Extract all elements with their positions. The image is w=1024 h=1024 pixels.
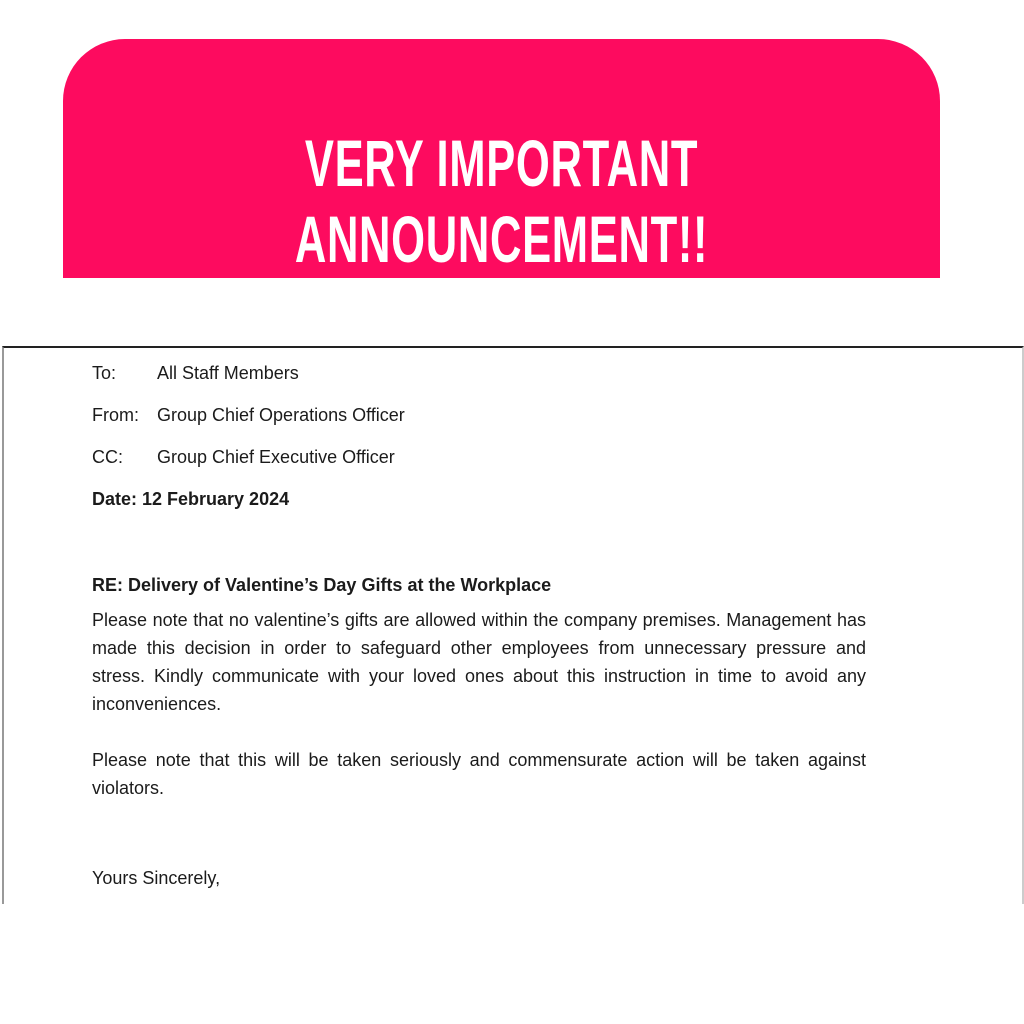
memo-subject: RE: Delivery of Valentine’s Day Gifts at the Workplace [92, 575, 552, 595]
memo-document [2, 346, 1024, 904]
banner-title [63, 125, 940, 277]
from-value: Group Chief Operations Officer [157, 405, 405, 425]
to-value: All Staff Members [157, 363, 299, 383]
memo-cc-row [92, 444, 866, 486]
memo-paragraph-1: Please note that no valentine’s gifts are allowed within the company premises. Management has made this decision in order to safeguard other employees from unnecessary pressure and stress. Kindly communicate with your loved ones about this instruction in time to avoid any inconveniences. [92, 610, 866, 714]
memo-paragraph-2: Please note that this will be taken seriously and commensurate action will be taken against violators. [92, 750, 866, 798]
banner-title-line-1: VERY IMPORTANT [304, 126, 699, 200]
to-label: To: [92, 363, 117, 383]
memo-from-row [92, 402, 866, 444]
memo-closing: Yours Sincerely, [92, 868, 221, 888]
memo-to-row [92, 360, 866, 402]
announcement-banner [63, 39, 940, 278]
cc-label: CC: [92, 447, 123, 467]
from-label: From: [92, 405, 139, 425]
cc-value: Group Chief Executive Officer [157, 447, 395, 467]
banner-title-line-2: ANNOUNCEMENT!! [294, 202, 709, 276]
memo-date: Date: 12 February 2024 [92, 489, 290, 509]
